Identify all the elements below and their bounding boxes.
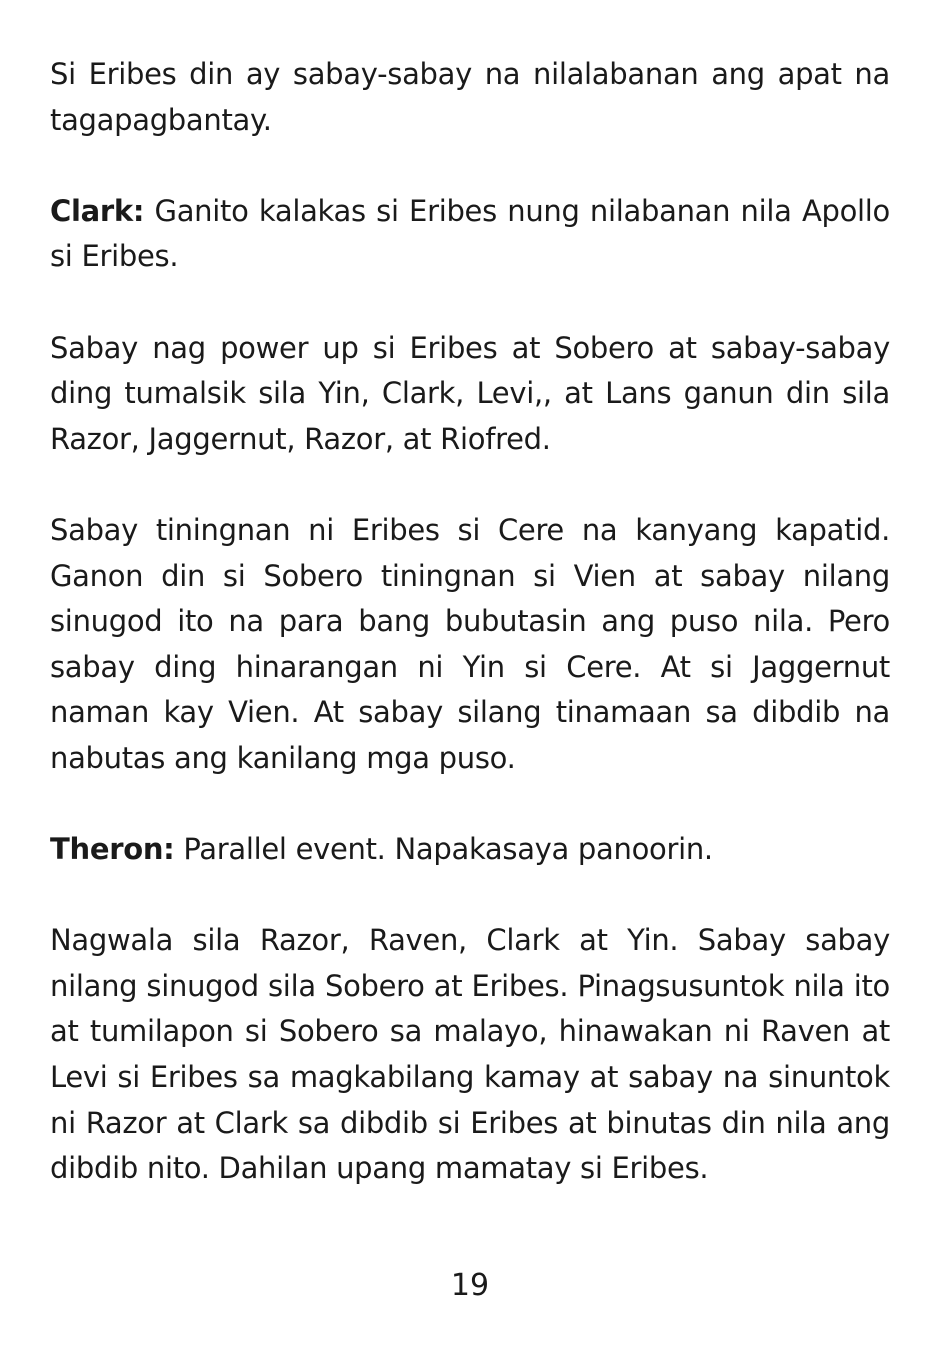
paragraph-4 — [50, 508, 890, 782]
paragraph-5-text: Parallel event. Napakasaya panoorin. — [174, 832, 713, 867]
paragraph-5-dialogue — [50, 827, 890, 873]
paragraph-2-dialogue — [50, 189, 890, 280]
speaker-theron: Theron: — [50, 832, 175, 867]
paragraph-3-text: Sabay nag power up si Eribes at Sobero at sabay-sabay ding tumalsik sila Yin, Clark, Levi,, at Lans ganun din sila Razor, Jaggernut, Razor, at Riofred. — [50, 330, 890, 456]
paragraph-3 — [50, 326, 890, 463]
paragraph-6-text: Nagwala sila Razor, Raven, Clark at Yin. Sabay sabay nilang sinugod sila Sobero at Eribes. Pinagsusuntok nila ito at tumilapon si Sobero sa malayo, hinawakan ni Raven at Levi si Eribes sa magkabilang kamay at sabay na sinuntok ni Razor at Clark sa dibdib si Eribes at binutas din nila ang dibdib nito. Dahilan upang mamatay si Eribes. — [50, 923, 890, 1186]
paragraph-2-text: Ganito kalakas si Eribes nung nilabanan nila Apollo si Eribes. — [50, 193, 890, 274]
paragraph-4-text: Sabay tiningnan ni Eribes si Cere na kanyang kapatid. Ganon din si Sobero tiningnan si Vien at sabay nilang sinugod ito na para bang bubutasin ang puso nila. Pero sabay ding hinarangan ni Yin si Cere. At si Jaggernut naman kay Vien. At sabay silang tinamaan sa dibdib na nabutas ang kanilang mga puso. — [50, 512, 890, 775]
paragraph-6 — [50, 918, 890, 1192]
page-number: 19 — [450, 1268, 490, 1303]
page-body — [50, 52, 890, 1192]
paragraph-1-text: Si Eribes din ay sabay-sabay na nilalabanan ang apat na tagapagbantay. — [50, 57, 890, 137]
speaker-clark: Clark: — [50, 193, 145, 228]
paragraph-1 — [50, 52, 890, 143]
